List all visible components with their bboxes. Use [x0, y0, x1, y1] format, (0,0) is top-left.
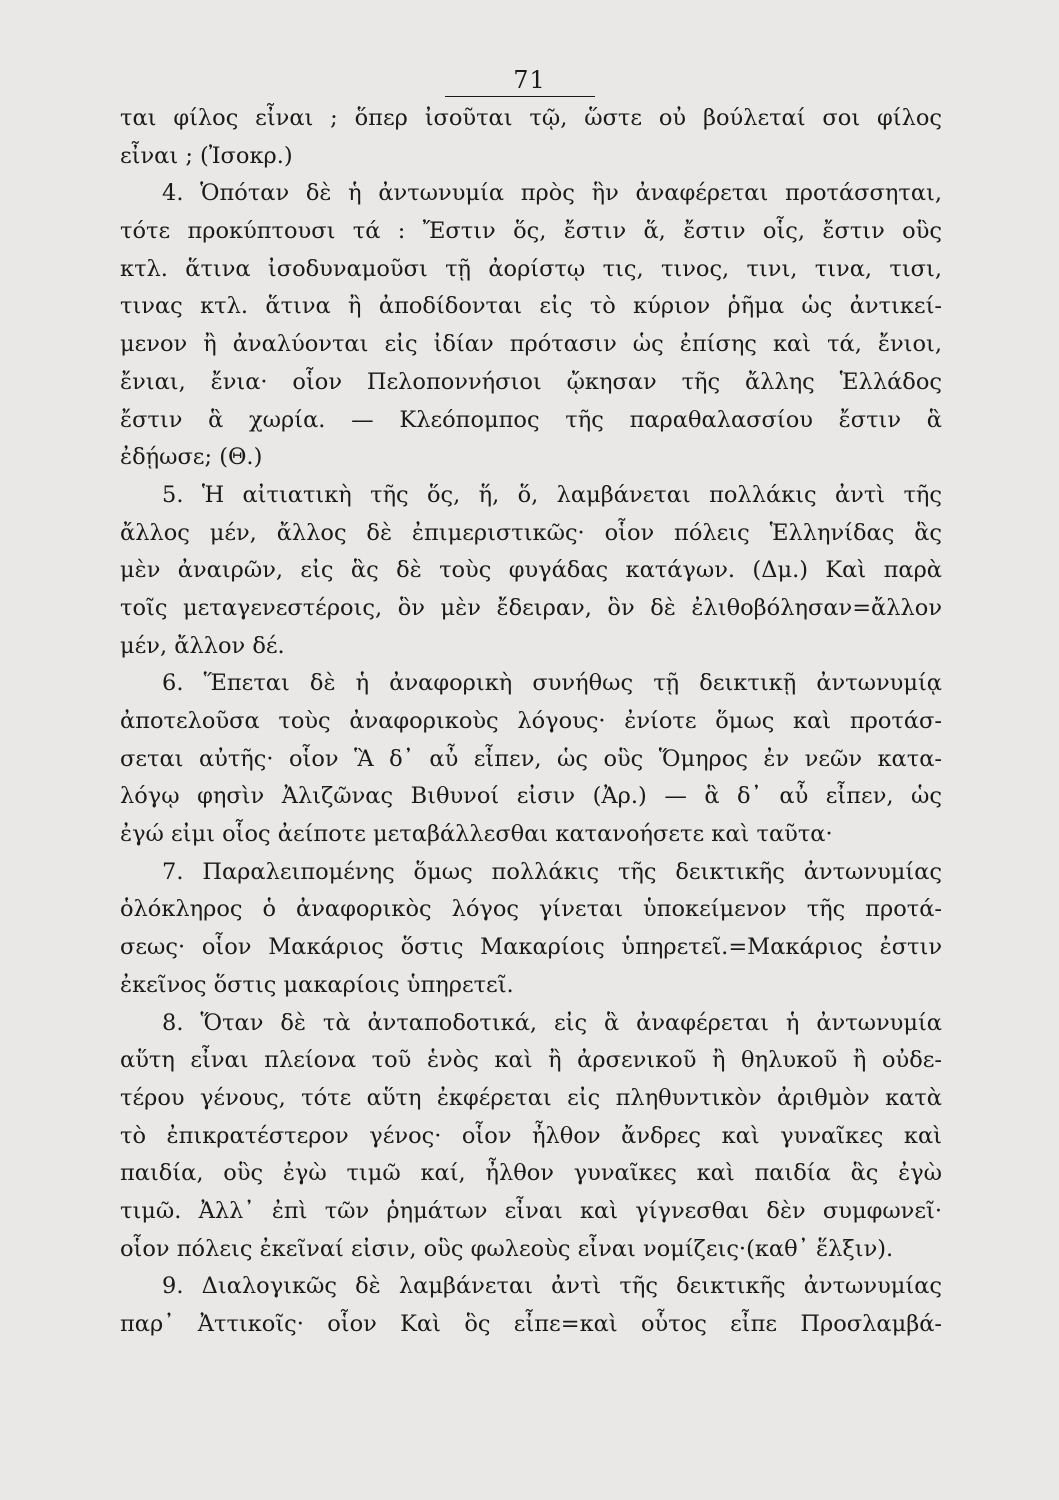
text-line: ὁλόκληρος ὁ ἀναφορικὸς λόγος γίνεται ὑποκείμενον τῆς προτά- — [120, 896, 942, 923]
text-line: τὸ ἐπικρατέστερον γένος· οἷον ἦλθον ἄνδρες καὶ γυναῖκες καὶ — [120, 1122, 942, 1149]
text-line: μὲν ἀναιρῶν, εἰς ἃς δὲ τοὺς φυγάδας κατάγων. (Δμ.) Καὶ παρὰ — [120, 557, 942, 584]
text-line: 4. Ὁπόταν δὲ ἡ ἀντωνυμία πρὸς ἣν ἀναφέρεται προτάσσηται, — [162, 180, 942, 207]
text-line: 5. Ἡ αἰτιατικὴ τῆς ὅς, ἥ, ὅ, λαμβάνεται πολλάκις ἀντὶ τῆς — [162, 481, 942, 508]
text-line: μενον ἢ ἀναλύονται εἰς ἰδίαν πρότασιν ὡς ἐπίσης καὶ τά, ἔνιοι, — [120, 331, 942, 358]
header-rule — [445, 96, 595, 97]
text-line: κτλ. ἅτινα ἰσοδυναμοῦσι τῇ ἀορίστῳ τις, τινος, τινι, τινα, τισι, — [120, 255, 942, 282]
text-line: ἔνιαι, ἔνια· οἷον Πελοποννήσιοι ᾤκησαν τῆς ἄλλης Ἑλλάδος — [120, 368, 942, 395]
text-line: ἐγώ εἰμι οἷος ἀείποτε μεταβάλλεσθαι κατανοήσετε καὶ ταῦτα· — [120, 821, 833, 848]
text-line: τότε προκύπτουσι τά : Ἔστιν ὅς, ἔστιν ἅ, ἔστιν οἷς, ἔστιν οὓς — [120, 218, 942, 245]
text-line: ἐδῄωσε; (Θ.) — [120, 444, 263, 471]
text-line: ἄλλος μέν, ἄλλος δὲ ἐπιμεριστικῶς· οἷον πόλεις Ἑλληνίδας ἃς — [120, 519, 942, 546]
text-line: μέν, ἄλλον δέ. — [120, 632, 285, 659]
text-line: τινας κτλ. ἅτινα ἢ ἀποδίδονται εἰς τὸ κύριον ῥῆμα ὡς ἀντικεί- — [120, 293, 942, 320]
text-line: ἀποτελοῦσα τοὺς ἀναφορικοὺς λόγους· ἐνίοτε ὅμως καὶ προτάσ- — [120, 708, 942, 734]
text-line: τέρου γένους, τότε αὕτη ἐκφέρεται εἰς πληθυντικὸν ἀριθμὸν κατὰ — [120, 1084, 942, 1111]
text-line: 9. Διαλογικῶς δὲ λαμβάνεται ἀντὶ τῆς δεικτικῆς ἀντωνυμίας — [162, 1273, 942, 1300]
text-line: παιδία, οὓς ἐγὼ τιμῶ καί, ἦλθον γυναῖκες καὶ παιδία ἃς ἐγὼ — [120, 1160, 942, 1187]
text-line: 6. Ἕπεται δὲ ἡ ἀναφορικὴ συνήθως τῇ δεικτικῇ ἀντωνυμίᾳ — [162, 670, 942, 697]
text-line: ἔστιν ἃ χωρία. — Κλεόπομπος τῆς παραθαλασσίου ἔστιν ἃ — [120, 406, 942, 433]
text-line: 7. Παραλειπομένης ὅμως πολλάκις τῆς δεικτικῆς ἀντωνυμίας — [162, 858, 942, 885]
text-line: λόγῳ φησὶν Ἀλιζῶνας Βιθυνοί εἰσιν (Ἀρ.) — ἃ δ᾽ αὖ εἶπεν, ὡς — [120, 783, 942, 810]
text-line: εἶναι ; (Ἰσοκρ.) — [120, 142, 293, 169]
text-line: οἷον πόλεις ἐκεῖναί εἰσιν, οὓς φωλεοὺς εἶναι νομίζεις·(καθ᾽ ἕλξιν). — [120, 1235, 894, 1262]
text-line: αὕτη εἶναι πλείονα τοῦ ἑνὸς καὶ ἢ ἀρσενικοῦ ἢ θηλυκοῦ ἢ οὐδε- — [120, 1047, 942, 1074]
text-line: τιμῶ. Ἀλλ᾽ ἐπὶ τῶν ῥημάτων εἶναι καὶ γίγνεσθαι δὲν συμφωνεῖ· — [120, 1197, 942, 1224]
body-text — [120, 100, 942, 1344]
text-line: τοῖς μεταγενεστέροις, ὃν μὲν ἔδειραν, ὃν δὲ ἐλιθοβόλησαν=ἄλλον — [120, 594, 942, 621]
text-line: 8. Ὅταν δὲ τὰ ἀνταποδοτικά, εἰς ἃ ἀναφέρεται ἡ ἀντωνυμία — [162, 1009, 942, 1036]
page-number: 71 — [513, 66, 546, 94]
text-line: ἐκεῖνος ὅστις μακαρίοις ὑπηρετεῖ. — [120, 971, 514, 998]
text-line: σεως· οἷον Μακάριος ὅστις Μακαρίοις ὑπηρετεῖ.=Μακάριος ἐστιν — [120, 934, 942, 961]
text-line: σεται αὐτῆς· οἷον Ἃ δ᾽ αὖ εἶπεν, ὡς οὓς Ὅμηρος ἐν νεῶν κατα- — [120, 745, 942, 772]
text-line: ται φίλος εἶναι ; ὅπερ ἰσοῦται τῷ, ὥστε οὐ βούλεταί σοι φίλος — [120, 105, 942, 131]
text-line: παρ᾽ Ἀττικοῖς· οἷον Καὶ ὃς εἶπε=καὶ οὗτος εἶπε Προσλαμβά- — [120, 1311, 942, 1337]
